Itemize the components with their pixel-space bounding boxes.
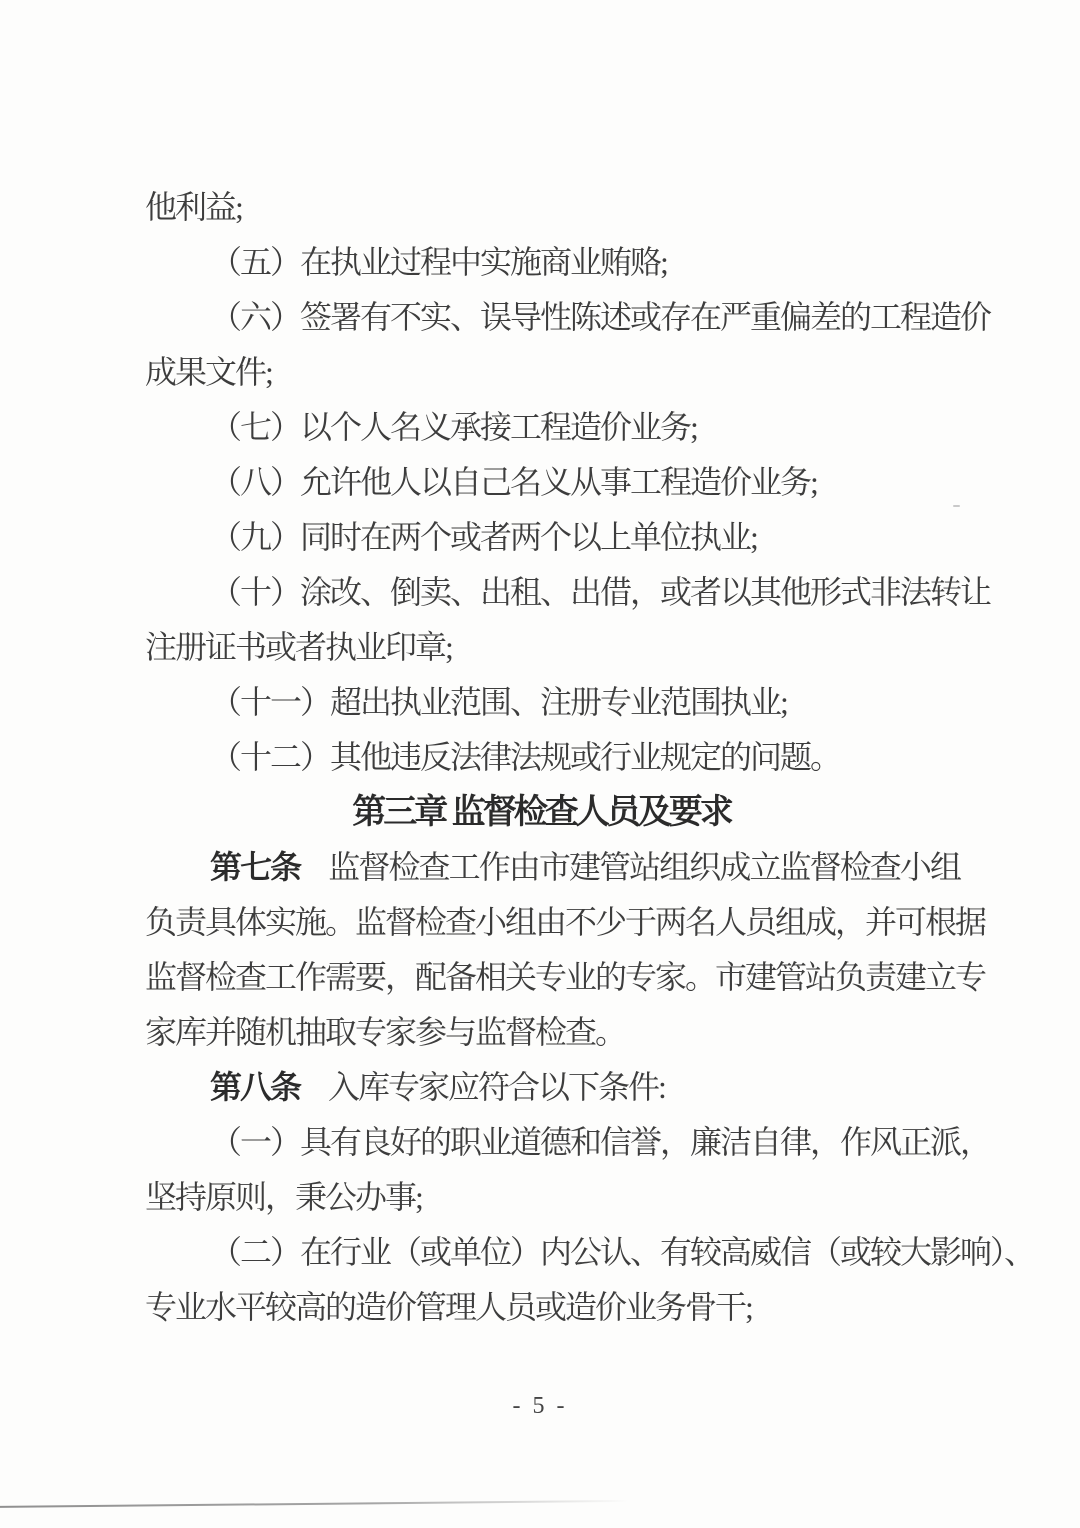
scan-artifact-edge-line (0, 1500, 628, 1508)
article-7-number: 第七条 (210, 849, 301, 885)
clause-6-line: （六）签署有不实、误导性陈述或存在严重偏差的工程造价 (210, 299, 991, 335)
clause-11-line: （十一）超出执业范围、注册专业范围执业; (210, 684, 787, 720)
clause-5-line: （五）在执业过程中实施商业贿赂; (210, 244, 667, 280)
article-8-number: 第八条 (210, 1069, 301, 1105)
article-8-text: 入库专家应符合以下条件: (328, 1069, 665, 1105)
clause-10-wrap-line: 注册证书或者执业印章; (145, 629, 452, 665)
article-7-wrap-line-2: 监督检查工作需要，配备相关专业的专家。市建管站负责建立专 (145, 959, 986, 995)
page-number: - 5 - (512, 1393, 568, 1419)
article-8-item-1-wrap-line: 坚持原则，秉公办事; (145, 1179, 422, 1215)
clause-10-line: （十）涂改、倒卖、出租、出借，或者以其他形式非法转让 (210, 574, 991, 610)
article-8-line (210, 1060, 960, 1115)
article-7-wrap-line-3: 家库并随机抽取专家参与监督检查。 (145, 1014, 626, 1050)
clause-4-tail-line: 他利益; (145, 189, 242, 225)
article-8-item-2-line: （二）在行业（或单位）内公认、有较高威信（或较大影响）、 (210, 1234, 1035, 1270)
scan-artifact-speck (953, 505, 960, 507)
article-7-text: 监督检查工作由市建管站组织成立监督检查小组 (328, 849, 960, 885)
clause-6-wrap-line: 成果文件; (145, 354, 272, 390)
clause-12-line: （十二）其他违反法律法规或行业规定的问题。 (210, 739, 841, 775)
clause-7-line: （七）以个人名义承接工程造价业务; (210, 409, 697, 445)
clause-9-line: （九）同时在两个或者两个以上单位执业; (210, 519, 757, 555)
clause-8-line: （八）允许他人以自己名义从事工程造价业务; (210, 464, 817, 500)
article-7-line (210, 840, 960, 895)
article-7-wrap-line-1: 负责具体实施。监督检查小组由不少于两名人员组成，并可根据 (145, 904, 986, 940)
article-8-item-2-wrap-line: 专业水平较高的造价管理人员或造价业务骨干; (145, 1289, 752, 1325)
document-body (145, 180, 1035, 1335)
article-8-item-1-line: （一）具有良好的职业道德和信誉，廉洁自律，作风正派， (210, 1124, 991, 1160)
chapter-3-heading: 第三章 监督检查人员及要求 (352, 793, 731, 831)
